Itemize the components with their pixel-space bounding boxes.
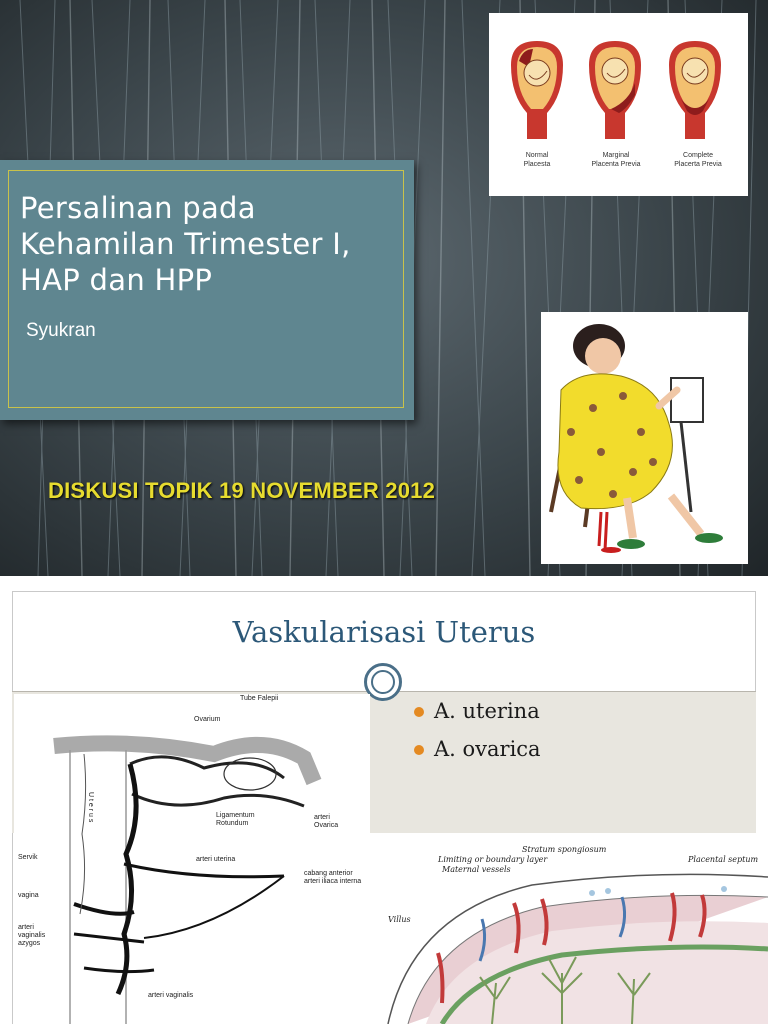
title-line-3: HAP dan HPP [20,263,213,297]
label-servik: Servik [18,854,38,861]
uterine-vasculature-diagram [14,694,370,1024]
caption-marginal: Marginal Placenta Previa [591,152,641,168]
uterus-drawing [14,694,370,1024]
label-placental-septum: Placental septum [688,855,759,864]
placental-villi-diagram [372,833,768,1024]
label-arteri-2: arteri [18,924,34,931]
bullet-item: A. ovarica [412,737,541,775]
caption-complete: Complete Placerta Previa [674,152,722,168]
pregnant-woman-illustration [541,312,748,564]
label-arteri-iliaca: arteri iliaca interna [304,878,362,885]
bullet-dot-icon [414,707,424,717]
label-cabang-anterior: cabang anterior [304,870,353,877]
slide-title [20,190,410,298]
bullet-item: A. uterina [412,699,541,737]
uterus-complete-drawing [669,41,721,139]
label-rotundum: Rotundum [216,820,249,827]
label-uterus: U t e r u s [87,792,94,823]
label-stratum-spongiosum: Stratum spongiosum [522,845,607,854]
label-arteri: arteri [314,814,330,821]
label-ovarium: Ovarium [194,716,221,723]
slide-subtitle: Syukran [26,320,96,341]
label-arteri-vaginalis: arteri vaginalis [148,992,194,999]
label-ovarica: Ovarica [314,822,339,829]
uterus-marginal-drawing [589,41,641,139]
label-vaginalis: vaginalis [18,932,46,939]
title-line-1: Persalinan pada [20,191,256,225]
uterus-normal-drawing [511,41,563,139]
label-tube-falepii: Tube Falepii [240,695,279,702]
label-villus: Villus [388,915,411,924]
bullet-dot-icon [414,745,424,755]
label-azygos: azygos [18,940,41,947]
topic-banner: DISKUSI TOPIK 19 NOVEMBER 2012 [48,478,436,503]
title-line-2: Kehamilan Trimester I, [20,227,351,261]
placenta-previa-illustration [489,13,748,196]
caption-normal: Normal Placesta [523,152,551,168]
bullet-list [412,699,541,775]
label-maternal-vessels: Maternal vessels [442,865,511,874]
slide-2-title: Vaskularisasi Uterus [232,615,536,649]
slide-2 [0,577,768,1024]
label-limiting-layer: Limiting or boundary layer [438,855,548,864]
woman-drawing [541,312,748,564]
label-vagina: vagina [18,892,39,899]
label-ligamentum: Ligamentum [216,812,255,819]
label-arteri-uterina: arteri uterina [196,856,236,863]
